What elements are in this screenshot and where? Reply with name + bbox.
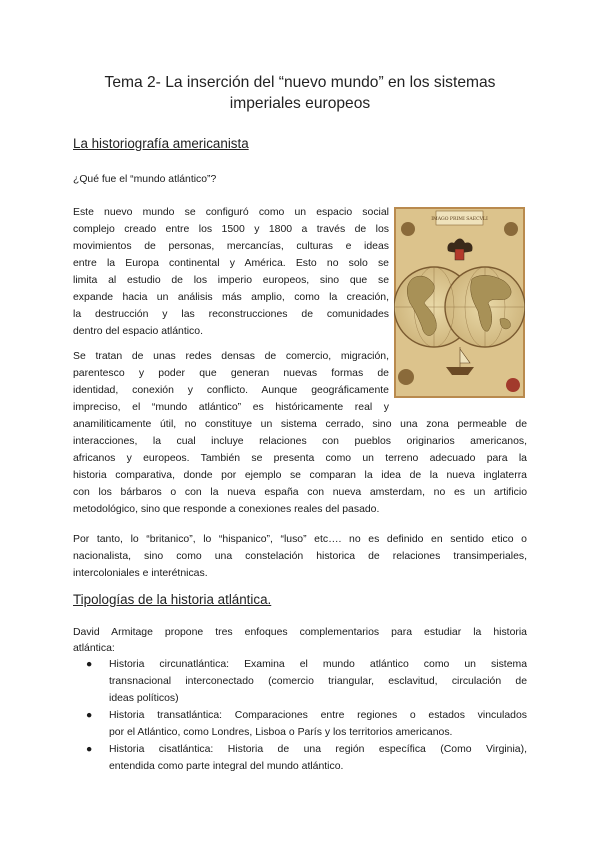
paragraph-3-line: nacionalista, sino como una constelación historica de relaciones transimperiales, [73, 551, 527, 562]
paragraph-2-line: metodológico, sino que responde a conexiones reales del pasado. [73, 504, 380, 515]
bullet-dot-icon: ● [86, 659, 93, 670]
paragraph-2-line: impreciso, el “mundo atlántico” es históricamente real y [73, 402, 389, 413]
paragraph-2-line: con los bárbaros o con la nueva españa con nueva amsterdam, no es un artificio [73, 487, 527, 498]
paragraph-1-line: movimientos de personas, mercancías, culturas e ideas [73, 241, 389, 252]
bullet-line: Historia cisatlántica: Historia de una región específica (Como Virginia), [109, 744, 527, 755]
map-title-text: IMAGO PRIMI SAECVLI [431, 217, 488, 222]
paragraph-1-line: limita al estudio de los imperio europeos, sino que se [73, 275, 389, 286]
paragraph-1-line: complejo creado entre los 1500 y 1800 a través de los [73, 224, 389, 235]
map-corner-figure-top-right [504, 222, 518, 236]
paragraph-1-line: entre la Europa continental y América. Esto no solo se [73, 258, 389, 269]
section-heading-historiografia: La historiografía americanista [73, 136, 249, 151]
map-corner-figure-left [398, 369, 414, 385]
paragraph-2-line: africanos y europeos. También se presenta como un terreno adecuado para la [73, 453, 527, 464]
paragraph-1-line: expande hacia un análisis más amplio, como la creación, [73, 292, 389, 303]
intro-line: David Armitage propone tres enfoques complementarios para estudiar la historia [73, 627, 527, 638]
section-heading-tipologias: Tipologías de la historia atlántica. [73, 592, 272, 607]
paragraph-3-line: intercoloniales e interétnicas. [73, 568, 208, 579]
bullet-line: transnacional interconectado (comercio triangular, esclavitud, circulación de [109, 676, 527, 687]
paragraph-2-line: anamiliticamente útil, no constituye un sistema cerrado, sino una zona permeable de [73, 419, 527, 430]
page-title [60, 72, 540, 114]
map-corner-figure-right [506, 378, 520, 392]
antique-world-map-image [394, 207, 525, 398]
intro-line: atlántica: [73, 643, 115, 654]
paragraph-1-line: dentro del espacio atlántico. [73, 326, 203, 337]
title-line-1: Tema 2- La inserción del “nuevo mundo” en los sistemas [104, 74, 496, 91]
paragraph-1-line: la destrucción y las reconstrucciones de comunidades [73, 309, 389, 320]
question-text: ¿Qué fue el “mundo atlántico”? [73, 174, 217, 185]
paragraph-1-line: Este nuevo mundo se configuró como un espacio social [73, 207, 389, 218]
paragraph-2-line: Se tratan de unas redes densas de comercio, migración, [73, 351, 389, 362]
bullet-line: Historia transatlántica: Comparaciones entre regiones o estados vinculados [109, 710, 527, 721]
bullet-line: Historia circunatlántica: Examina el mundo atlántico como un sistema [109, 659, 527, 670]
paragraph-3-line: Por tanto, lo “britanico”, lo “hispanico”, “luso” etc…. no es definido en sentido etico o [73, 534, 527, 545]
paragraph-2-line: parentesco y poder que generan nuevas formas de [73, 368, 389, 379]
bullet-line: por el Atlántico, como Londres, Lisboa o París y los territorios americanos. [109, 727, 453, 738]
paragraph-2-line: identidad, conexión y conflicto. Aunque geográficamente [73, 385, 389, 396]
bullet-dot-icon: ● [86, 710, 93, 721]
map-corner-figure-top-left [401, 222, 415, 236]
bullet-line: ideas políticos) [109, 693, 179, 704]
paragraph-2-line: interacciones, la cual incluye relaciones con pueblos originarios americanos, [73, 436, 527, 447]
bullet-dot-icon: ● [86, 744, 93, 755]
map-shield [455, 249, 464, 260]
bullet-line: entendida como parte integral del mundo atlántico. [109, 761, 344, 772]
paragraph-2-line: historia comparativa, donde por ejemplo se comparan la idea de la nueva inglaterra [73, 470, 527, 481]
title-line-2: imperiales europeos [229, 95, 371, 112]
